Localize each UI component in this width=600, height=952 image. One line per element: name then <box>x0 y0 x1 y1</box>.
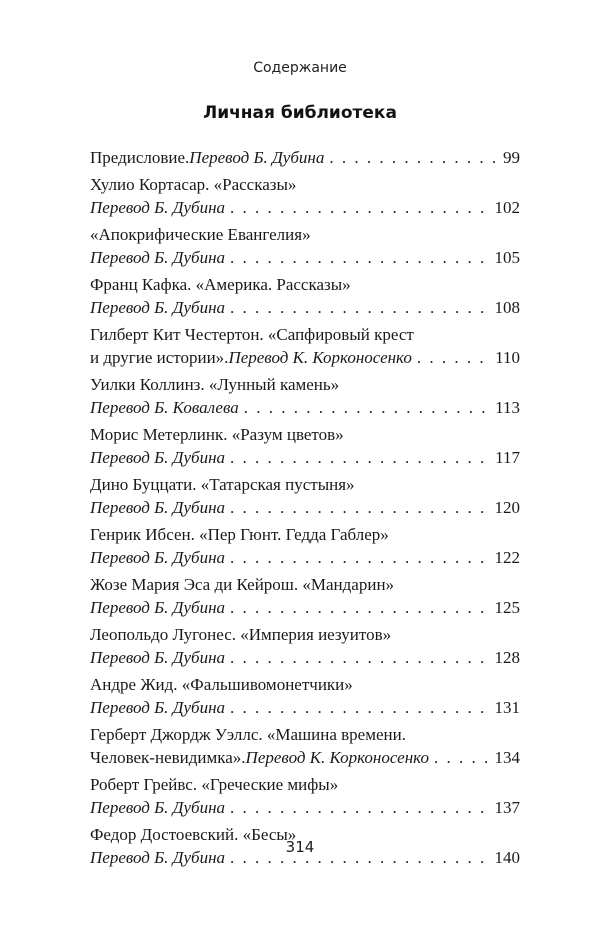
entry-title: Морис Метерлинк. «Разум цветов» <box>90 425 344 444</box>
toc-line <box>90 573 520 596</box>
entry-page-number: 128 <box>494 648 520 667</box>
entry-translator: Перевод Б. Дубина <box>90 198 226 217</box>
toc-line <box>90 173 520 196</box>
dot-leader <box>230 796 490 819</box>
toc-line <box>90 773 520 796</box>
entry-title: Федор Достоевский. «Бесы» <box>90 825 297 844</box>
toc-line <box>90 596 520 619</box>
toc-line <box>90 496 520 519</box>
entry-page-number: 134 <box>494 748 520 767</box>
table-of-contents <box>90 146 520 873</box>
dot-leader <box>329 146 499 169</box>
entry-translator: Перевод К. Корконосенко <box>228 348 412 367</box>
entry-title: Леопольдо Лугонес. «Империя иезуитов» <box>90 625 392 644</box>
entry-title-continued: Человек-невидимка». <box>90 748 246 767</box>
entry-title: Гилберт Кит Честертон. «Сапфировый крест <box>90 325 414 344</box>
entry-title: Генрик Ибсен. «Пер Гюнт. Гедда Габлер» <box>90 525 389 544</box>
entry-translator: Перевод Б. Дубина <box>90 548 226 567</box>
toc-line <box>90 746 520 769</box>
toc-entry[interactable] <box>90 773 520 819</box>
toc-line <box>90 396 520 419</box>
entry-translator: Перевод Б. Дубина <box>90 798 226 817</box>
toc-line <box>90 196 520 219</box>
dot-leader <box>230 196 490 219</box>
entry-page-number: 99 <box>503 148 520 167</box>
entry-title: Андре Жид. «Фальшивомонетчики» <box>90 675 353 694</box>
toc-line <box>90 646 520 669</box>
toc-entry[interactable] <box>90 623 520 669</box>
toc-entry[interactable] <box>90 146 520 169</box>
toc-line <box>90 146 520 169</box>
section-title: Личная библиотека <box>203 103 397 123</box>
toc-entry[interactable] <box>90 273 520 319</box>
toc-line <box>90 223 520 246</box>
dot-leader <box>244 396 491 419</box>
toc-entry[interactable] <box>90 723 520 769</box>
toc-entry[interactable] <box>90 573 520 619</box>
entry-translator: Перевод Б. Ковалева <box>90 398 239 417</box>
entry-translator: Перевод Б. Дубина <box>189 148 325 167</box>
dot-leader <box>230 496 490 519</box>
entry-page-number: 102 <box>494 198 520 217</box>
entry-page-number: 137 <box>494 798 520 817</box>
entry-translator: Перевод Б. Дубина <box>90 498 226 517</box>
toc-line <box>90 623 520 646</box>
toc-line <box>90 246 520 269</box>
entry-page-number: 125 <box>494 598 520 617</box>
entry-title: Роберт Грейвс. «Греческие мифы» <box>90 775 339 794</box>
dot-leader <box>230 546 490 569</box>
toc-entry[interactable] <box>90 473 520 519</box>
dot-leader <box>230 446 491 469</box>
entry-page-number: 131 <box>494 698 520 717</box>
dot-leader <box>230 646 490 669</box>
entry-translator: Перевод Б. Дубина <box>90 698 226 717</box>
entry-title: Дино Буццати. «Татарская пустыня» <box>90 475 355 494</box>
running-head: Содержание <box>253 60 347 76</box>
dot-leader <box>230 596 490 619</box>
toc-entry[interactable] <box>90 673 520 719</box>
toc-line <box>90 723 520 746</box>
toc-line <box>90 673 520 696</box>
toc-line <box>90 473 520 496</box>
dot-leader <box>434 746 491 769</box>
dot-leader <box>417 346 491 369</box>
entry-page-number: 108 <box>494 298 520 317</box>
toc-line <box>90 296 520 319</box>
entry-page-number: 113 <box>495 398 520 417</box>
toc-entry[interactable] <box>90 323 520 369</box>
toc-line <box>90 373 520 396</box>
entry-title: Герберт Джордж Уэллс. «Машина времени. <box>90 725 406 744</box>
entry-translator: Перевод К. Корконосенко <box>245 748 429 767</box>
entry-translator: Перевод Б. Дубина <box>90 298 226 317</box>
entry-translator: Перевод Б. Дубина <box>90 248 226 267</box>
entry-title: Хулио Кортасар. «Рассказы» <box>90 175 297 194</box>
entry-page-number: 105 <box>494 248 520 267</box>
entry-title-continued: и другие истории». <box>90 348 229 367</box>
toc-entry[interactable] <box>90 373 520 419</box>
toc-line <box>90 696 520 719</box>
entry-page-number: 120 <box>494 498 520 517</box>
entry-translator: Перевод Б. Дубина <box>90 848 226 867</box>
entry-title: Предисловие. <box>90 148 190 167</box>
entry-title: Уилки Коллинз. «Лунный камень» <box>90 375 340 394</box>
entry-page-number: 117 <box>495 448 520 467</box>
toc-line <box>90 446 520 469</box>
entry-translator: Перевод Б. Дубина <box>90 448 226 467</box>
toc-line <box>90 546 520 569</box>
dot-leader <box>230 296 490 319</box>
entry-translator: Перевод Б. Дубина <box>90 648 226 667</box>
entry-title: «Апокрифические Евангелия» <box>90 225 311 244</box>
toc-line <box>90 523 520 546</box>
entry-page-number: 110 <box>495 348 520 367</box>
toc-line <box>90 796 520 819</box>
toc-line <box>90 346 520 369</box>
toc-line <box>90 323 520 346</box>
entry-translator: Перевод Б. Дубина <box>90 598 226 617</box>
entry-page-number: 122 <box>494 548 520 567</box>
toc-entry[interactable] <box>90 173 520 219</box>
toc-line <box>90 423 520 446</box>
toc-entry[interactable] <box>90 223 520 269</box>
entry-title: Франц Кафка. «Америка. Рассказы» <box>90 275 351 294</box>
entry-title: Жозе Мария Эса ди Кейрош. «Мандарин» <box>90 575 395 594</box>
toc-entry[interactable] <box>90 423 520 469</box>
dot-leader <box>230 696 490 719</box>
toc-entry[interactable] <box>90 523 520 569</box>
dot-leader <box>230 246 490 269</box>
entry-page-number: 140 <box>494 848 520 867</box>
page-number: 314 <box>285 838 315 856</box>
toc-line <box>90 273 520 296</box>
